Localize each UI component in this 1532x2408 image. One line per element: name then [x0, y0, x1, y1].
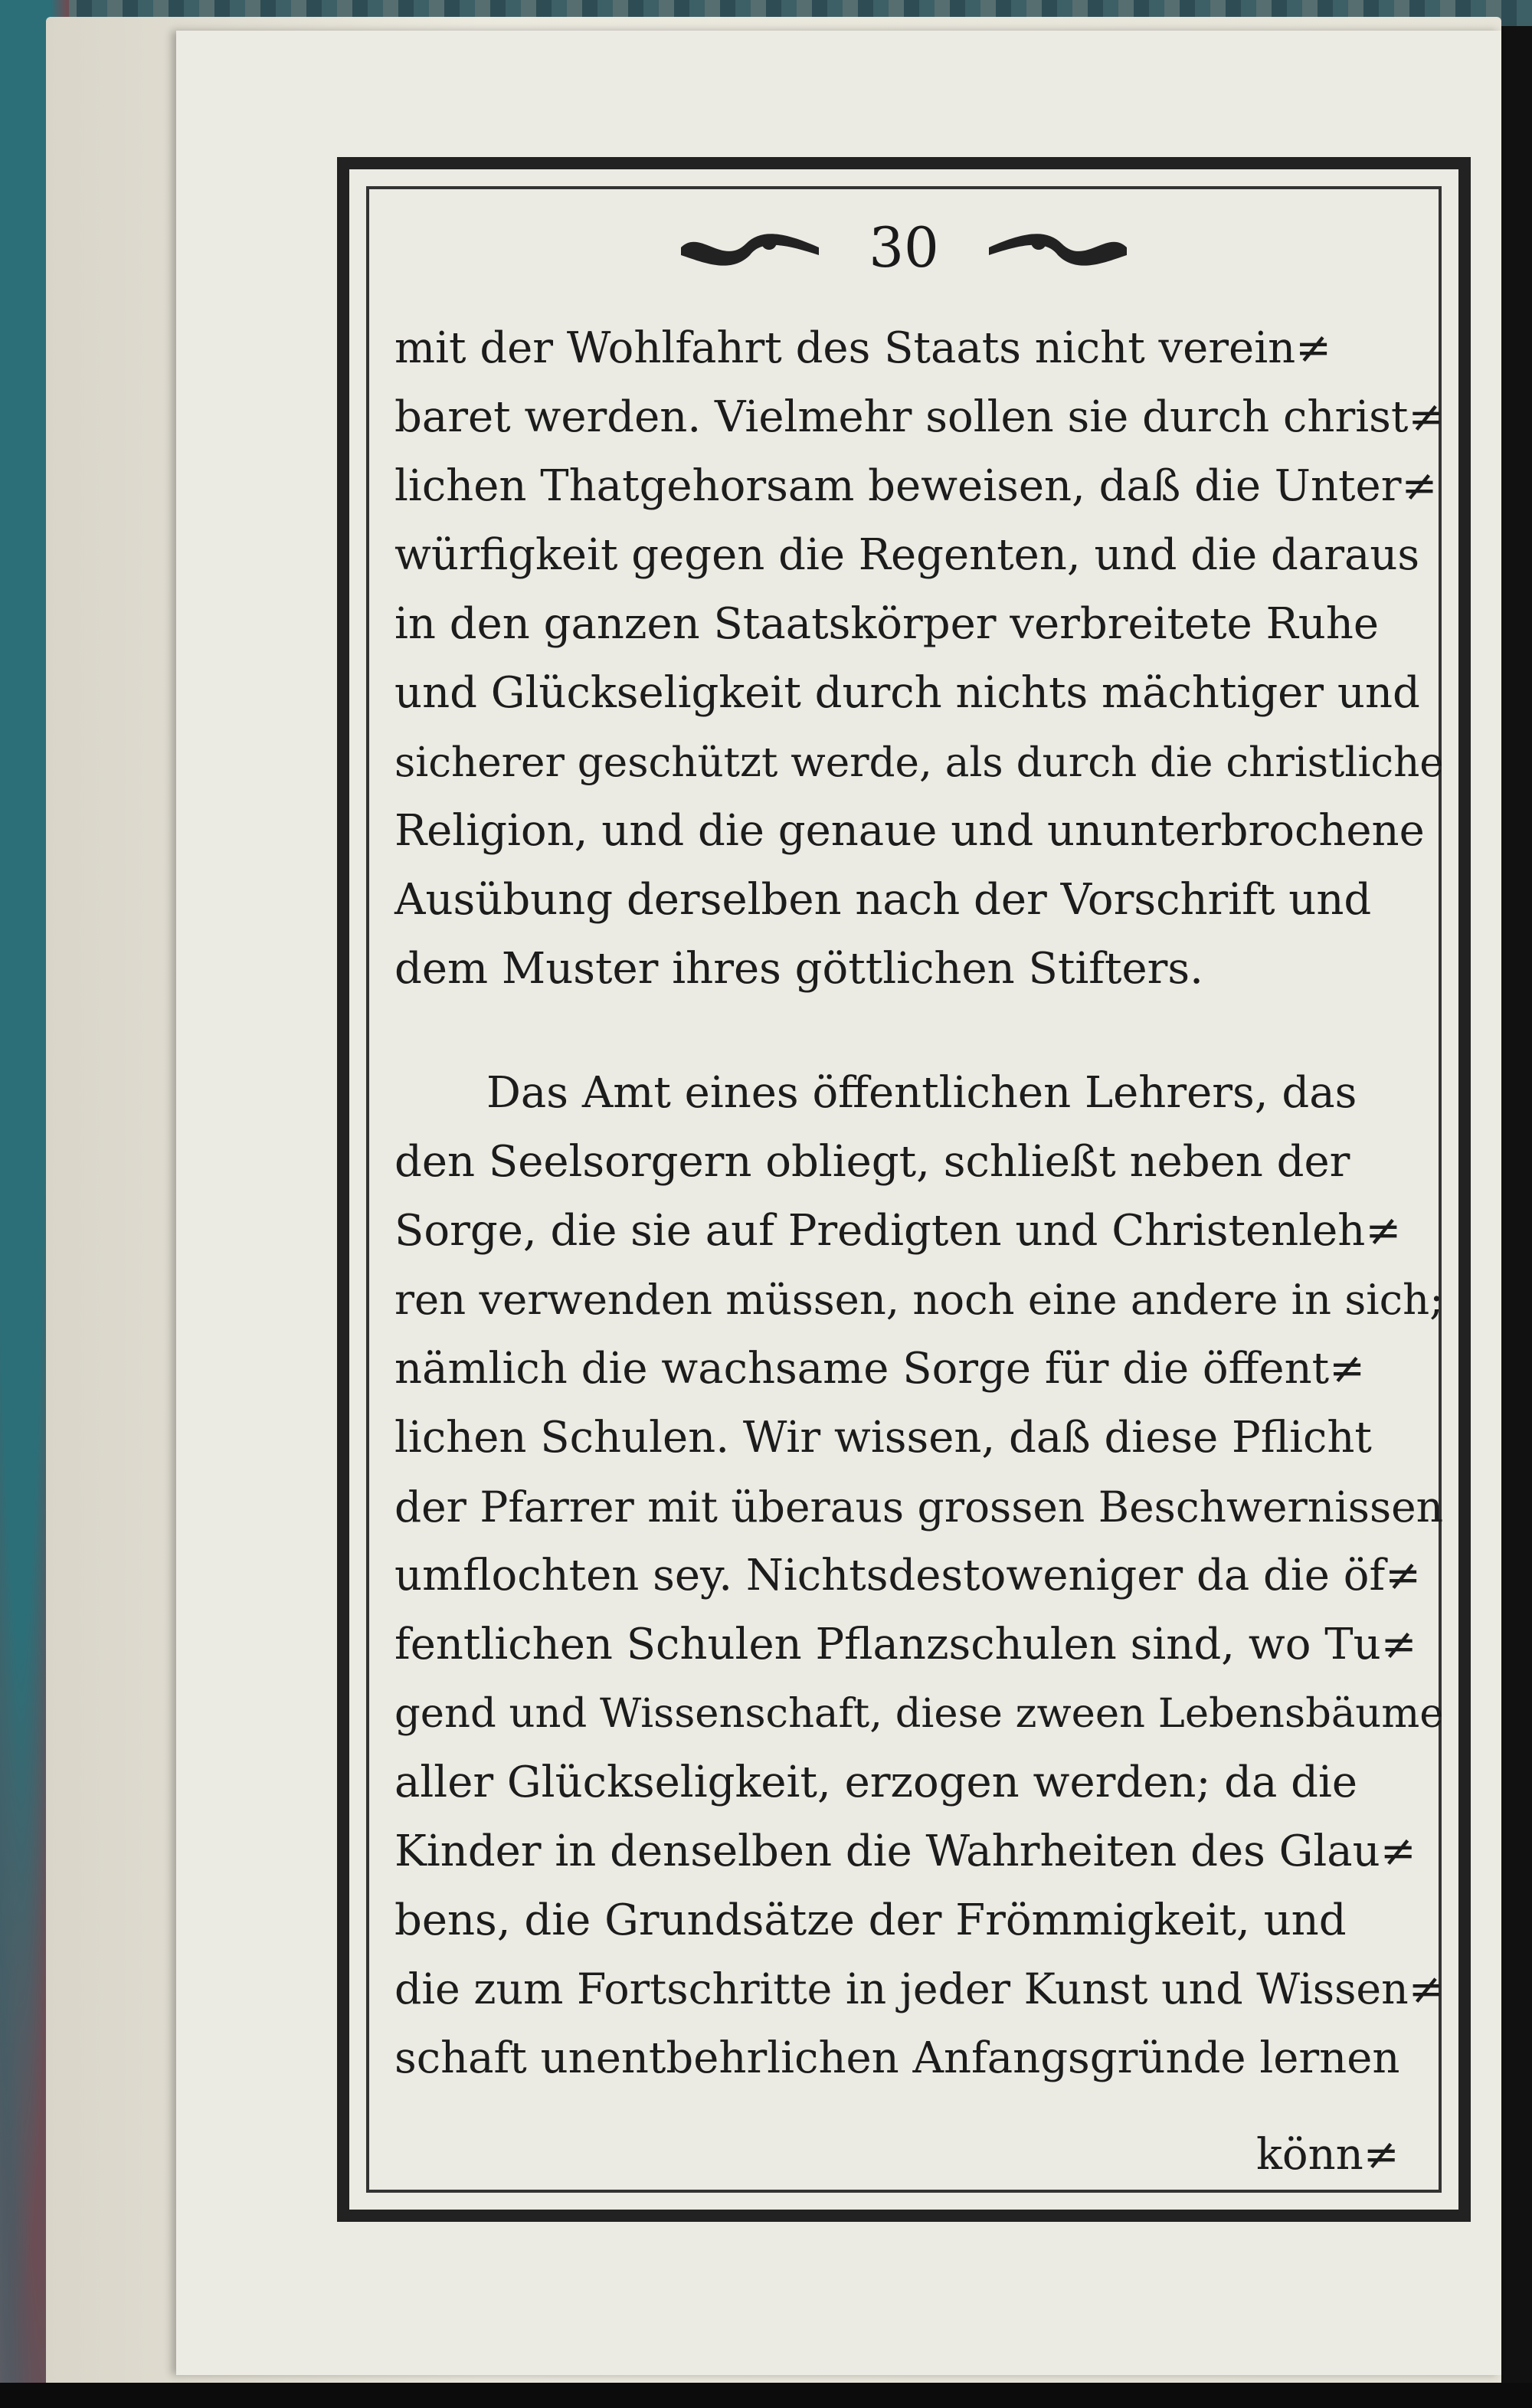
- text-line: umflochten sey. Nichtsdestoweniger da die öf≠: [394, 1551, 1422, 1600]
- text-line: die zum Fortschritte in jeder Kunst und Wissen≠: [394, 1965, 1445, 2014]
- text-line: Das Amt eines öffentlichen Lehrers, das: [486, 1068, 1357, 1118]
- text-line: sicherer geschützt werde, als durch die christliche: [394, 739, 1444, 786]
- text-line: gend und Wissenschaft, diese zween Lebensbäume: [394, 1690, 1444, 1737]
- text-line: lichen Schulen. Wir wissen, daß diese Pflicht: [394, 1413, 1372, 1463]
- page-header: [368, 213, 1440, 282]
- text-line: und Glückseligkeit durch nichts mächtiger und: [394, 668, 1420, 718]
- text-line: aller Glückseligkeit, erzogen werden; da die: [394, 1758, 1358, 1807]
- paragraph-1: [394, 314, 1444, 1004]
- text-line: dem Muster ihres göttlichen Stifters.: [394, 944, 1203, 994]
- left-ornament-icon: [677, 221, 823, 274]
- text-line: baret werden. Vielmehr sollen sie durch christ≠: [394, 392, 1445, 442]
- text-line: Ausübung derselben nach der Vorschrift und: [394, 875, 1372, 925]
- text-line: fentlichen Schulen Pflanzschulen sind, wo Tu≠: [394, 1620, 1417, 1669]
- text-line: lichen Thatgehorsam beweisen, daß die Unter≠: [394, 461, 1438, 511]
- right-ornament-icon: [985, 221, 1131, 274]
- text-line: Sorge, die sie auf Predigten und Christenleh≠: [394, 1206, 1402, 1256]
- text-line: mit der Wohlfahrt des Staats nicht verein≠: [394, 323, 1332, 373]
- catchword: könn≠: [1256, 2130, 1399, 2180]
- paragraph-2: [394, 1059, 1444, 2093]
- text-line: bens, die Grundsätze der Frömmigkeit, und: [394, 1895, 1347, 1945]
- text-line: ren verwenden müssen, noch eine andere in sich;: [394, 1276, 1444, 1324]
- text-line: der Pfarrer mit überaus grossen Beschwernissen: [394, 1482, 1444, 1532]
- text-line: Kinder in denselben die Wahrheiten des Glau≠: [394, 1826, 1416, 1876]
- text-line: in den ganzen Staatskörper verbreitete Ruhe: [394, 599, 1380, 649]
- text-line: Religion, und die genaue und ununterbrochene: [394, 806, 1425, 856]
- bottom-edge: [0, 2383, 1532, 2408]
- text-line: würfigkeit gegen die Regenten, und die daraus: [394, 530, 1420, 580]
- text-line: nämlich die wachsame Sorge für die öffent≠: [394, 1344, 1366, 1394]
- body-text: [394, 314, 1444, 2093]
- text-line: schaft unentbehrlichen Anfangsgründe lernen: [394, 2033, 1400, 2083]
- page-number: 30: [869, 215, 939, 280]
- text-line: den Seelsorgern obliegt, schließt neben der: [394, 1137, 1350, 1187]
